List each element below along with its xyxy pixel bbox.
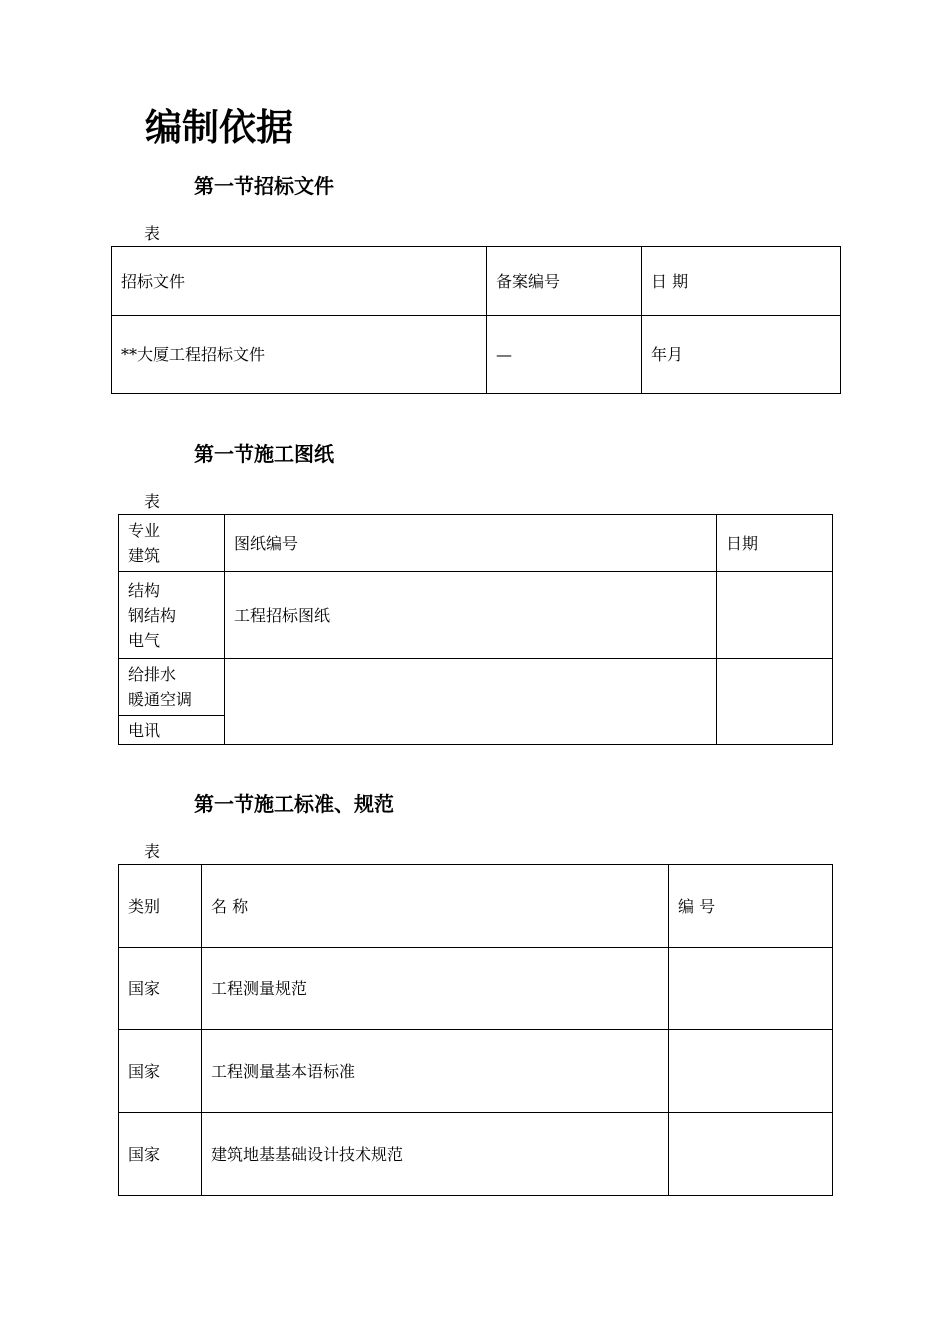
cell-number: [669, 948, 833, 1030]
cell-date-empty: [717, 659, 833, 745]
table-caption-1: 表: [144, 224, 161, 243]
header-cell-specialty: [119, 515, 225, 572]
specialty-steel-structure: 钢结构: [128, 605, 177, 625]
table-row: [119, 572, 833, 659]
cell-number: [669, 1030, 833, 1113]
specialty-plumbing: 给排水: [128, 665, 177, 684]
table-row: [119, 1113, 833, 1196]
cell-document-name: **大厦工程招标文件: [112, 316, 487, 394]
cell-drawing-empty: [225, 659, 717, 745]
specialty-label: 专业: [128, 521, 161, 540]
header-cell-bidding-document: 招标文件: [112, 247, 487, 316]
table-row: [119, 948, 833, 1030]
cell-number: [669, 1113, 833, 1196]
cell-name: 工程测量规范: [202, 948, 669, 1030]
header-cell-filing-number: 备案编号: [487, 247, 642, 316]
cell-specialty-group-2: [119, 659, 225, 716]
specialty-telecom: 电讯: [119, 716, 225, 745]
standards-table: [118, 864, 833, 1196]
cell-name: 工程测量基本语标准: [202, 1030, 669, 1113]
table-row: [112, 316, 841, 394]
cell-drawing-name: 工程招标图纸: [225, 572, 717, 659]
construction-drawings-table: [118, 514, 833, 745]
cell-date-empty: [717, 572, 833, 659]
specialty-hvac: 暖通空调: [128, 690, 193, 709]
cell-category: 国家: [119, 948, 202, 1030]
specialty-architecture: 建筑: [128, 546, 161, 565]
cell-category: 国家: [119, 1030, 202, 1113]
header-cell-date: 日 期: [642, 247, 841, 316]
header-cell-date: 日期: [717, 515, 833, 572]
specialty-structure: 结构: [128, 580, 161, 600]
table-row: [119, 659, 833, 716]
specialty-electrical: 电气: [128, 630, 161, 650]
header-cell-category: 类别: [119, 865, 202, 948]
header-cell-name: 名 称: [202, 865, 669, 948]
header-cell-drawing-number: 图纸编号: [225, 515, 717, 572]
section-heading-construction-drawings: 第一节施工图纸: [194, 442, 334, 466]
table-header-row: [119, 865, 833, 948]
table-header-row: [119, 515, 833, 572]
table-row: [119, 1030, 833, 1113]
table-caption-2: 表: [144, 492, 161, 511]
cell-category: 国家: [119, 1113, 202, 1196]
header-cell-number: 编 号: [669, 865, 833, 948]
section-heading-standards: 第一节施工标准、规范: [194, 792, 394, 816]
cell-name: 建筑地基基础设计技术规范: [202, 1113, 669, 1196]
bidding-documents-table: [111, 246, 841, 394]
table-header-row: [112, 247, 841, 316]
cell-specialty-group-1: [119, 572, 225, 659]
section-heading-bidding-documents: 第一节招标文件: [194, 174, 334, 198]
page-title: 编制依据: [145, 106, 293, 149]
cell-filing-number: —: [487, 316, 642, 394]
cell-date: 年月: [642, 316, 841, 394]
table-caption-3: 表: [144, 842, 161, 861]
